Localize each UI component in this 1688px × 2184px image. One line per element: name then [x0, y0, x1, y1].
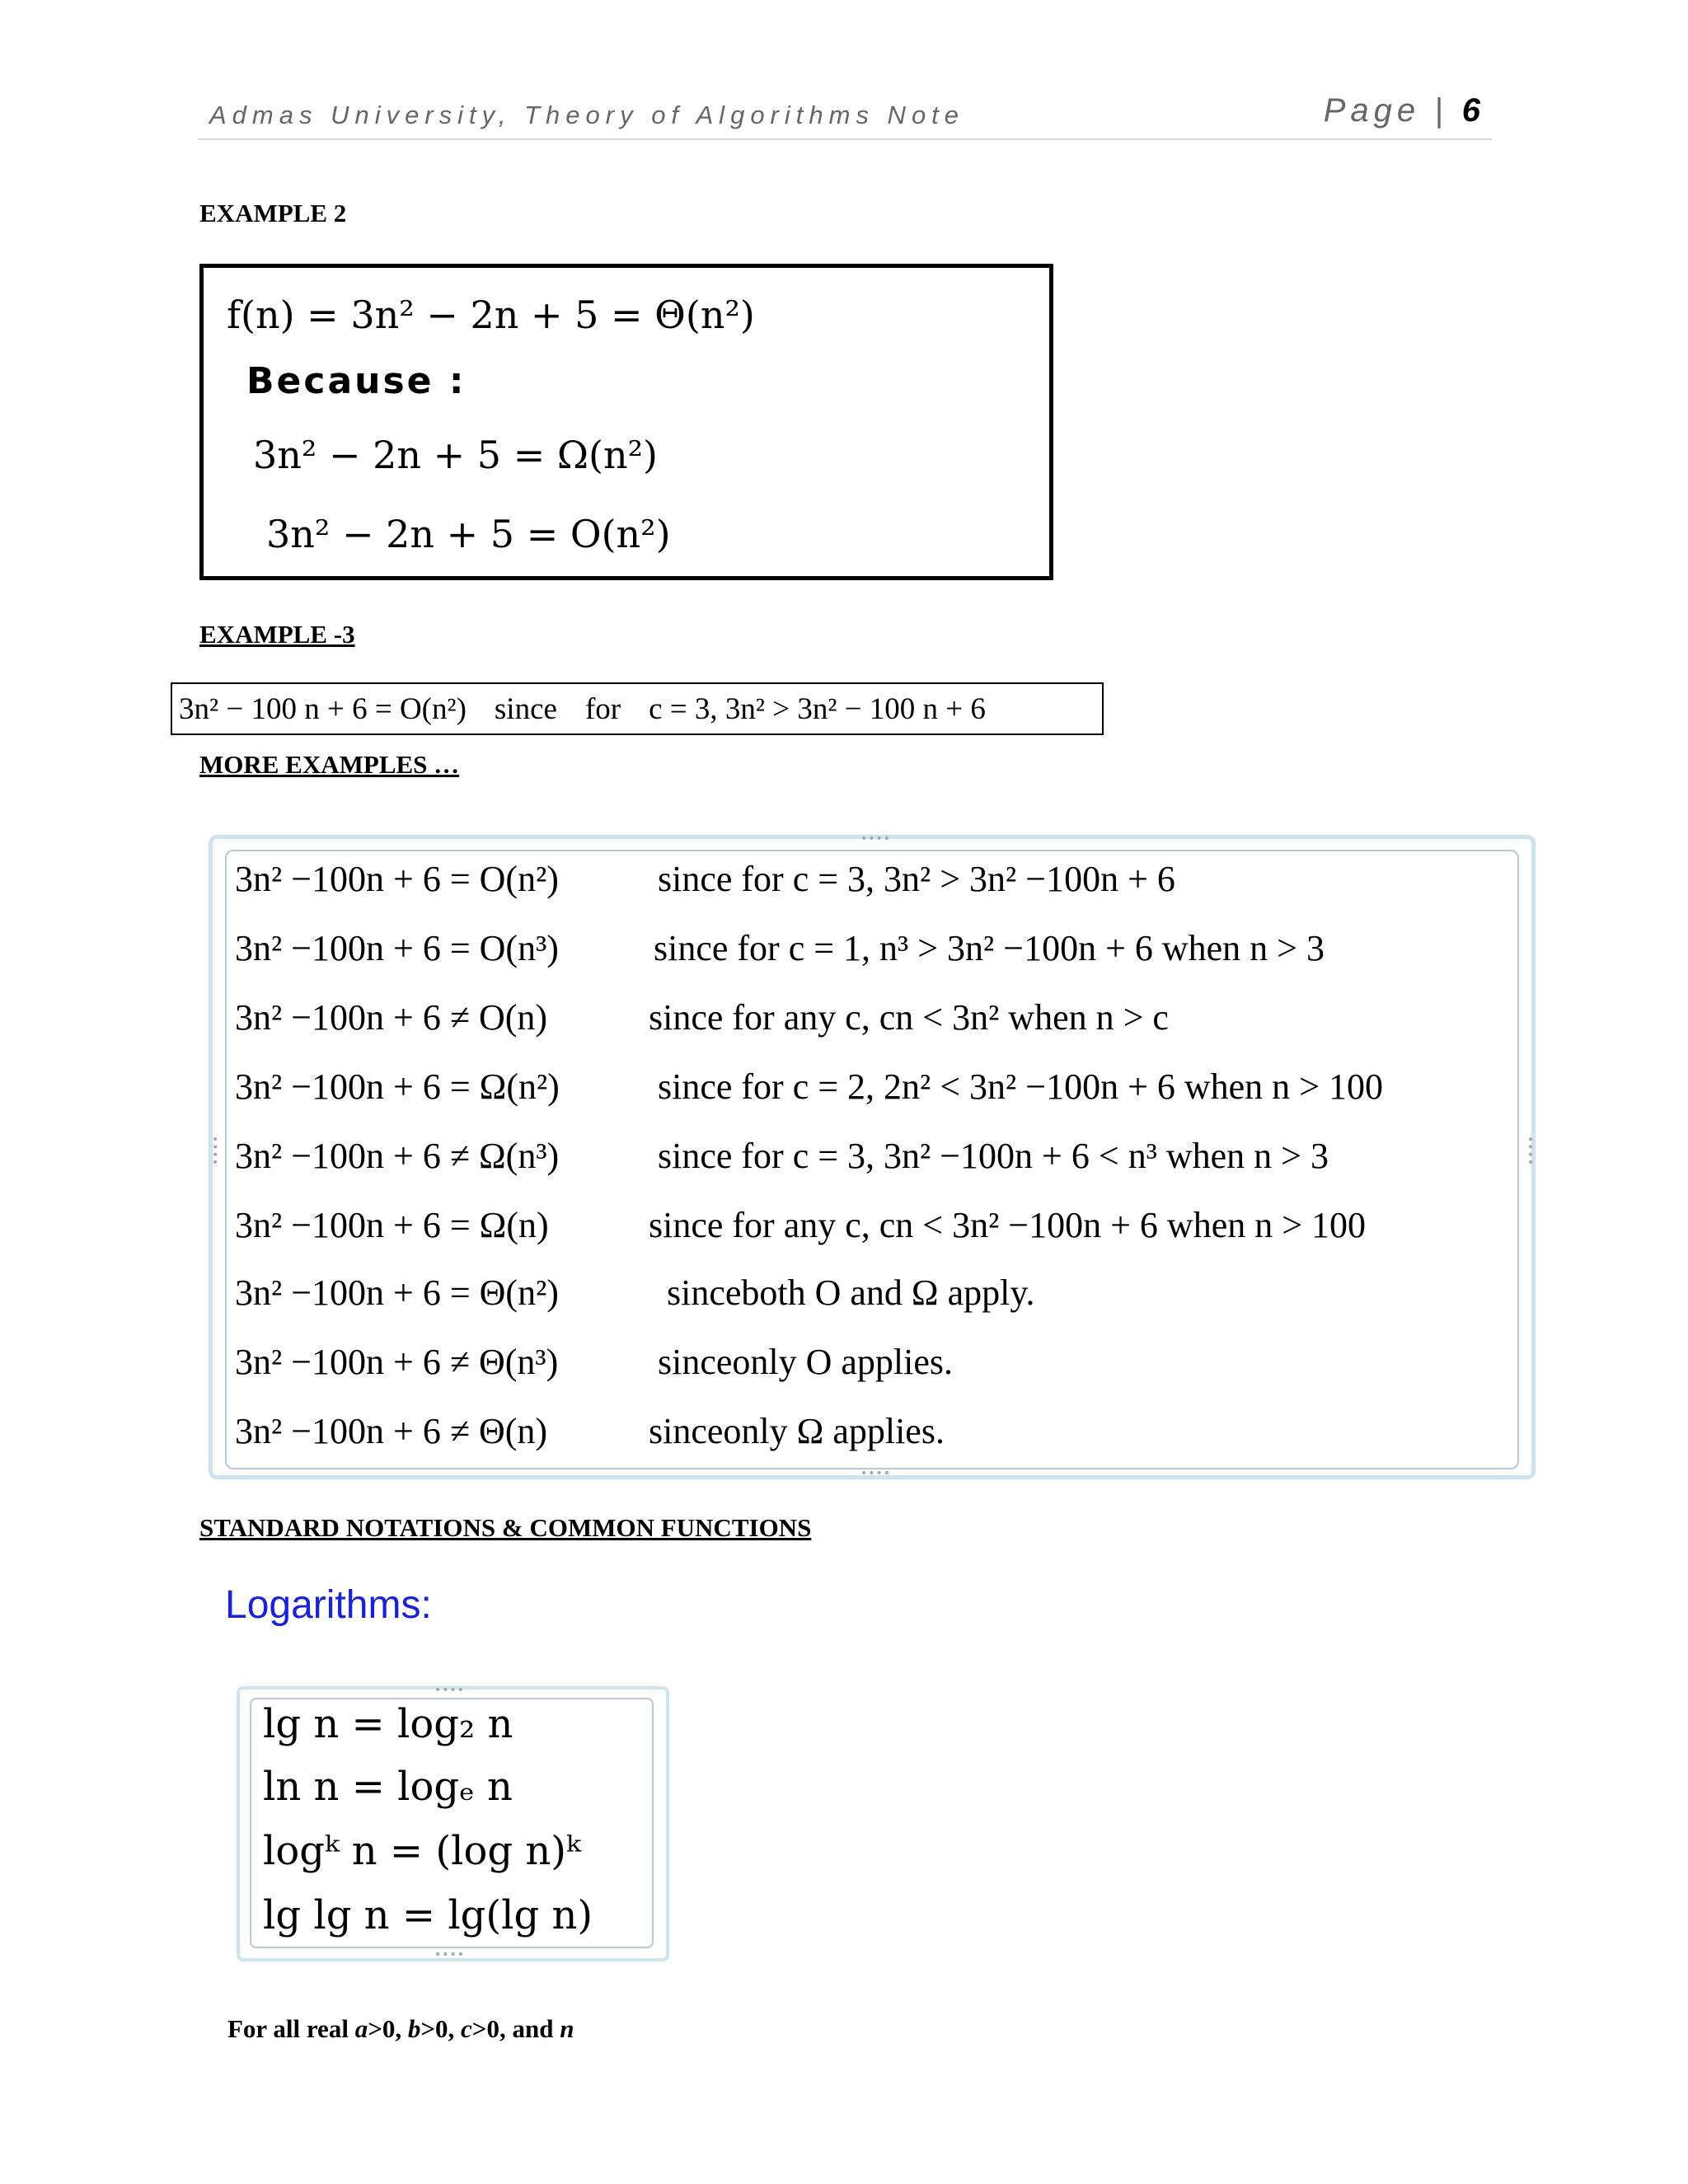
real-numbers-statement	[227, 2014, 574, 2044]
log-row: logᵏ n = (log n)ᵏ	[263, 1828, 581, 1874]
row-rhs: sinceonly O applies.	[658, 1342, 954, 1382]
example3-for: for	[584, 692, 621, 726]
more-examples-frame	[208, 832, 1536, 1480]
page-header	[198, 92, 1492, 140]
logarithms-frame	[237, 1686, 669, 1961]
standard-notations-label: STANDARD NOTATIONS & COMMON FUNCTIONS	[199, 1513, 812, 1542]
log-row: lg lg n = lg(lg n)	[263, 1892, 593, 1938]
frame-handle-bottom: ••••	[434, 1948, 466, 1961]
more-examples-inner	[225, 850, 1519, 1469]
statement-text: >0,	[368, 2014, 408, 2043]
more-examples-label: MORE EXAMPLES …	[199, 750, 460, 779]
example2-line1: f(n) = 3n² − 2n + 5 = Θ(n²)	[227, 293, 755, 337]
example3-condition: c = 3, 3n² > 3n² − 100 n + 6	[649, 692, 986, 726]
frame-handle-right: ••••	[1523, 1136, 1536, 1167]
row-lhs: 3n² −100n + 6 ≠ Θ(n³)	[235, 1342, 559, 1382]
example2-because: Because :	[246, 360, 467, 402]
header-title: Admas University, Theory of Algorithms Note	[209, 101, 965, 129]
row-rhs: since for any c, cn < 3n² −100n + 6 when n > 100	[649, 1205, 1367, 1245]
example2-line2: 3n² − 2n + 5 = Ω(n²)	[253, 433, 658, 477]
var-n: n	[560, 2014, 574, 2043]
statement-text: For all real	[227, 2014, 355, 2043]
logarithms-inner	[250, 1698, 654, 1948]
row-lhs: 3n² −100n + 6 ≠ O(n)	[235, 997, 548, 1038]
frame-handle-left: ••••	[208, 1136, 221, 1167]
var-a: a	[354, 2014, 368, 2043]
row-rhs: since for c = 2, 2n² < 3n² −100n + 6 when n > 100	[658, 1066, 1383, 1107]
row-rhs: since for c = 3, 3n² > 3n² −100n + 6	[658, 859, 1175, 899]
row-rhs: sinceboth O and Ω apply.	[667, 1272, 1035, 1313]
example2-box	[199, 264, 1053, 580]
var-b: b	[407, 2014, 421, 2043]
log-row: lg n = log₂ n	[263, 1701, 513, 1747]
row-lhs: 3n² −100n + 6 = Θ(n²)	[235, 1272, 559, 1313]
log-row: ln n = logₑ n	[263, 1764, 513, 1810]
statement-text: >0,	[420, 2014, 462, 2043]
example3-label: EXAMPLE -3	[199, 620, 355, 649]
page-number-label	[1324, 92, 1485, 129]
row-rhs: since for any c, cn < 3n² when n > c	[649, 997, 1169, 1038]
row-rhs: since for c = 3, 3n² −100n + 6 < n³ when n > 3	[658, 1136, 1329, 1176]
frame-handle-top: ••••	[860, 832, 892, 846]
page-number: 6	[1461, 92, 1485, 129]
example2-line3: 3n² − 2n + 5 = O(n²)	[266, 512, 671, 556]
row-lhs: 3n² −100n + 6 = Ω(n²)	[235, 1066, 560, 1107]
example3-lhs: 3n² − 100 n + 6 = O(n²)	[179, 692, 467, 726]
var-c: c	[461, 2014, 472, 2043]
frame-handle-bottom: ••••	[860, 1467, 892, 1480]
row-lhs: 3n² −100n + 6 ≠ Θ(n)	[235, 1411, 548, 1451]
logarithms-title: Logarithms:	[225, 1583, 432, 1627]
frame-handle-top: ••••	[434, 1684, 466, 1697]
example3-line	[179, 691, 986, 727]
row-rhs: sinceonly Ω applies.	[649, 1411, 945, 1451]
row-rhs: since for c = 1, n³ > 3n² −100n + 6 when n > 3	[654, 928, 1325, 968]
page-prefix: Page |	[1323, 92, 1448, 129]
example3-since: since	[494, 692, 557, 726]
example3-box	[171, 682, 1104, 735]
row-lhs: 3n² −100n + 6 = Ω(n)	[235, 1205, 549, 1245]
row-lhs: 3n² −100n + 6 ≠ Ω(n³)	[235, 1136, 560, 1176]
example2-label: EXAMPLE 2	[199, 199, 347, 227]
row-lhs: 3n² −100n + 6 = O(n²)	[235, 859, 559, 899]
statement-text: >0, and	[471, 2014, 560, 2043]
row-lhs: 3n² −100n + 6 = O(n³)	[235, 928, 559, 968]
